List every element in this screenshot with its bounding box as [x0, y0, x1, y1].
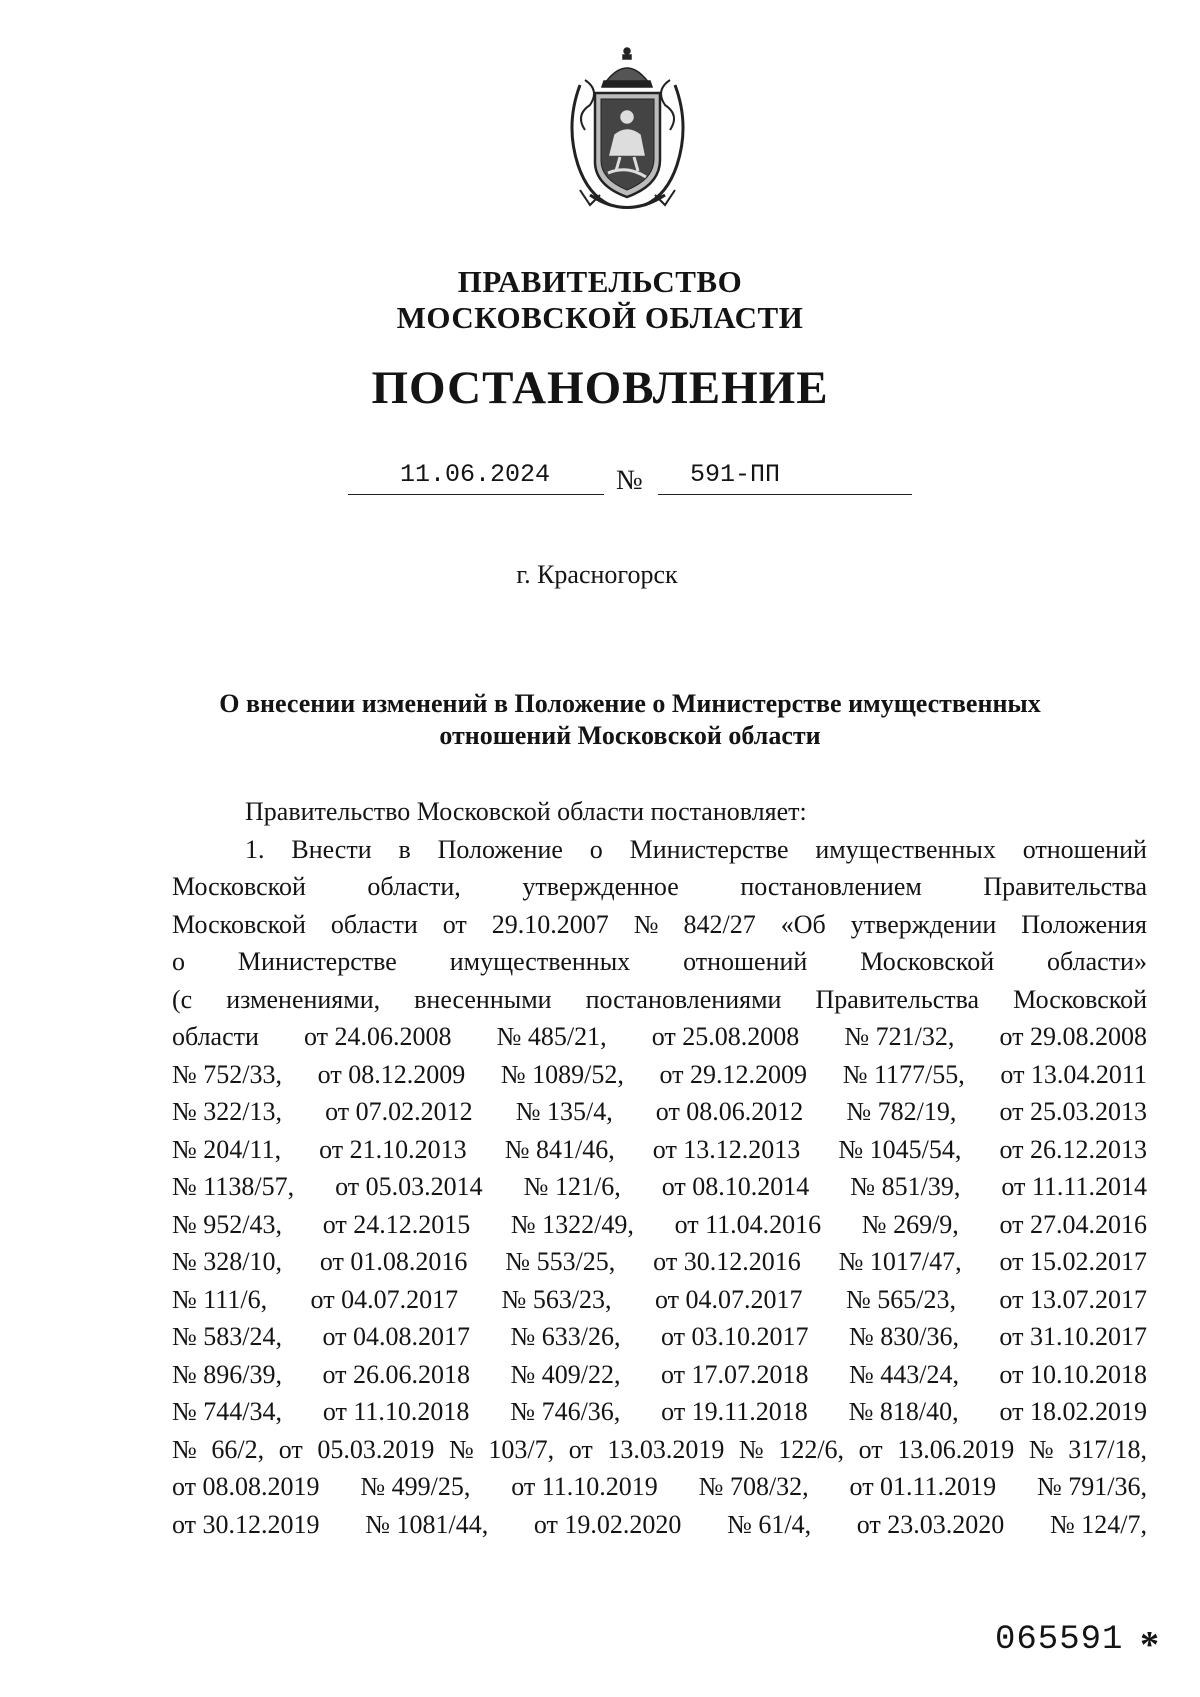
body-word: 66/2, [211, 1434, 265, 1464]
body-word: 103/7, [488, 1434, 555, 1464]
body-segment: от 04.08.2017 [322, 1322, 471, 1351]
body-segment: № 135/4, [515, 1097, 613, 1126]
body-segment: области» [1047, 947, 1147, 976]
body-line [172, 1093, 1147, 1131]
document-number: 591-ПП [690, 460, 781, 489]
body-segment: № 752/33, [172, 1059, 283, 1089]
body-word: Правительства [815, 984, 980, 1014]
body-segment: области, [367, 872, 461, 901]
body-line [172, 831, 1147, 869]
body-segment: от 24.12.2015 [322, 1209, 471, 1239]
body-word: 317/18, [1068, 1434, 1147, 1464]
body-segment: № 565/23, [845, 1284, 956, 1314]
number-underline [658, 494, 912, 495]
body-word: 122/6, [778, 1434, 845, 1464]
government-name-line2: МОСКОВСКОЙ ОБЛАСТИ [396, 300, 804, 335]
body-segment: от 04.07.2017 [654, 1284, 803, 1314]
body-word: 842/27 [683, 909, 756, 939]
body-segment: от 11.10.2019 [511, 1472, 658, 1501]
body-segment: от 08.08.2019 [172, 1472, 320, 1501]
body-segment: от 19.11.2018 [661, 1397, 808, 1426]
body-word: о [589, 834, 603, 864]
body-segment: № 708/32, [698, 1472, 809, 1501]
stamp-mark: * [1140, 1624, 1159, 1666]
body-word: внесенными [414, 984, 552, 1014]
body-word: от [568, 1434, 593, 1464]
body-segment: № 1177/55, [842, 1059, 965, 1089]
city: г. Красногорск [516, 560, 678, 589]
body-word: от [278, 1434, 303, 1464]
body-line [172, 1506, 1147, 1544]
body-segment: № 124/7, [1049, 1509, 1147, 1539]
body-line [172, 1468, 1147, 1506]
body-segment: о [172, 947, 185, 976]
body-segment: от 29.08.2008 [999, 1022, 1147, 1051]
body-word: № [1028, 1434, 1054, 1464]
body-word: в [398, 834, 411, 864]
body-segment: № 791/36, [1036, 1472, 1147, 1501]
body-word: № [172, 1434, 197, 1464]
date-underline [348, 494, 604, 495]
body-segment: № 841/46, [504, 1134, 615, 1164]
body-segment: № 111/6, [172, 1284, 268, 1314]
body-line [172, 1281, 1147, 1319]
government-name-line1: ПРАВИТЕЛЬСТВО [457, 264, 743, 299]
body-word: 1. [245, 834, 265, 864]
body-word: утверждении [850, 909, 997, 939]
body-segment: № 746/36, [510, 1397, 621, 1426]
body-segment: от 19.02.2020 [533, 1509, 682, 1539]
body-segment: № 204/11, [172, 1134, 282, 1164]
body-segment: отношений [683, 947, 808, 976]
body-segment: № 583/24, [172, 1322, 283, 1351]
body-word: Положение [437, 834, 563, 864]
title-line1: О внесении изменений в Положение о Министерстве имущественных [219, 689, 1041, 718]
body-segment: № 553/25, [505, 1247, 616, 1276]
body-segment: от 05.03.2014 [335, 1172, 483, 1201]
body-segment: от 01.08.2016 [319, 1247, 468, 1276]
body-segment: № 328/10, [172, 1247, 283, 1276]
body-segment: утвержденное [522, 872, 679, 901]
body-line [172, 943, 1147, 981]
body-segment: от 30.12.2016 [653, 1247, 801, 1276]
body-segment: № 721/32, [844, 1022, 955, 1051]
body-word: 29.10.2007 [491, 909, 609, 939]
body-segment: области [172, 1022, 259, 1051]
body-segment: № 1089/52, [500, 1059, 624, 1089]
body-segment: № 1322/49, [510, 1209, 634, 1239]
body-line [172, 1243, 1147, 1281]
body-line [172, 906, 1147, 944]
body-segment: № 633/26, [510, 1322, 621, 1351]
body-line [172, 868, 1147, 906]
body-segment: от 11.04.2016 [674, 1209, 822, 1239]
body-segment: от 26.06.2018 [322, 1359, 471, 1389]
body-segment: от 25.03.2013 [999, 1097, 1147, 1126]
body-segment: № 563/23, [501, 1284, 612, 1314]
body-line [172, 1131, 1147, 1169]
body-word: № [633, 909, 659, 939]
body-segment: от 08.06.2012 [655, 1097, 804, 1126]
body-segment: № 1081/44, [365, 1509, 489, 1539]
body-line [172, 1393, 1147, 1431]
body-word: изменениями, [226, 984, 381, 1014]
body-line [172, 981, 1147, 1019]
body-segment: Московской [172, 872, 306, 901]
body-line [172, 1206, 1147, 1244]
body-word: Внести [291, 834, 372, 864]
body-segment: от 08.12.2009 [317, 1059, 466, 1089]
body-word: № [738, 1434, 764, 1464]
body-word: Министерстве [629, 834, 789, 864]
body-line [172, 1056, 1147, 1094]
body-segment: от 13.07.2017 [999, 1284, 1147, 1314]
body-word: (с [172, 984, 193, 1014]
document-title [180, 688, 1080, 752]
body-word: 13.06.2019 [897, 1434, 1015, 1464]
body-word: постановлениями [585, 984, 782, 1014]
body-word: «Об [780, 909, 826, 939]
document-date: 11.06.2024 [400, 460, 551, 489]
body-line [172, 1018, 1147, 1056]
body-word: Положения [1021, 909, 1147, 939]
body-segment: № 952/43, [172, 1209, 283, 1239]
body-segment: от 04.07.2017 [310, 1284, 459, 1314]
body-segment: от 13.04.2011 [1000, 1059, 1147, 1089]
body-segment: № 744/34, [172, 1397, 283, 1426]
body-segment: постановлением [740, 872, 922, 901]
body-segment: от 25.08.2008 [651, 1022, 800, 1051]
body-segment: от 21.10.2013 [319, 1134, 467, 1164]
body-word: Московской [1013, 984, 1147, 1014]
body-segment: от 01.11.2019 [849, 1472, 997, 1501]
number-sign: № [616, 465, 643, 496]
body-word: 13.03.2019 [607, 1434, 725, 1464]
body-segment: от 08.10.2014 [661, 1172, 810, 1201]
body-segment: № 1138/57, [172, 1172, 295, 1201]
body-segment: от 31.10.2017 [999, 1322, 1147, 1351]
body-line [172, 1431, 1147, 1469]
body-segment: от 23.03.2020 [856, 1509, 1005, 1539]
body-word: Московской [172, 909, 306, 939]
body-segment: № 782/19, [846, 1097, 957, 1126]
body-intro: Правительство Московской области постановляет: [245, 797, 807, 826]
body-segment: от 11.10.2018 [322, 1397, 470, 1426]
body-segment: № 443/24, [848, 1359, 959, 1389]
body-segment: Правительства [983, 872, 1147, 901]
body-word: 05.03.2019 [317, 1434, 435, 1464]
body-segment: № 1017/47, [838, 1247, 962, 1276]
body-word: № [448, 1434, 474, 1464]
body-line [172, 1318, 1147, 1356]
body-segment: № 851/39, [850, 1172, 961, 1201]
title-line2: отношений Московской области [439, 721, 821, 750]
body-segment: № 269/9, [861, 1209, 959, 1239]
body-segment: от 11.11.2014 [1001, 1172, 1147, 1201]
stamp-number: 065591 [995, 1621, 1124, 1659]
body-segment: Министерстве [237, 947, 397, 976]
body-segment: от 27.04.2016 [999, 1209, 1147, 1239]
body-segment: от 26.12.2013 [999, 1134, 1147, 1164]
body-segment: № 322/13, [172, 1097, 283, 1126]
body-segment: № 830/36, [848, 1322, 959, 1351]
body-word: имущественных [815, 834, 996, 864]
body-segment: от 24.06.2008 [304, 1022, 452, 1051]
body-segment: № 1045/54, [838, 1134, 962, 1164]
body-line [172, 1168, 1147, 1206]
document-type: ПОСТАНОВЛЕНИЕ [371, 362, 829, 414]
body-segment: № 499/25, [360, 1472, 471, 1501]
body-paragraph [172, 831, 1147, 1544]
coat-of-arms-icon [560, 45, 695, 215]
body-segment: от 30.12.2019 [172, 1509, 320, 1539]
body-segment: от 17.07.2018 [660, 1359, 809, 1389]
body-segment: № 818/40, [848, 1397, 959, 1426]
body-segment: от 10.10.2018 [999, 1359, 1147, 1389]
body-segment: от 15.02.2017 [999, 1247, 1147, 1276]
body-segment: от 07.02.2012 [325, 1097, 473, 1126]
body-word: от [442, 909, 467, 939]
body-segment: № 121/6, [523, 1172, 621, 1201]
body-word: от [858, 1434, 883, 1464]
body-segment: от 18.02.2019 [999, 1397, 1147, 1426]
body-segment: имущественных [449, 947, 631, 976]
body-segment: № 896/39, [172, 1359, 283, 1389]
body-segment: № 61/4, [727, 1509, 812, 1539]
body-segment: от 13.12.2013 [652, 1134, 801, 1164]
body-segment: от 03.10.2017 [660, 1322, 809, 1351]
body-word: области [330, 909, 418, 939]
body-segment: Московской [860, 947, 995, 976]
body-segment: № 409/22, [510, 1359, 621, 1389]
body-line [172, 1356, 1147, 1394]
document-body [172, 793, 1147, 1543]
body-segment: № 485/21, [496, 1022, 607, 1051]
body-word: отношений [1022, 834, 1147, 864]
body-segment: от 29.12.2009 [659, 1059, 808, 1089]
